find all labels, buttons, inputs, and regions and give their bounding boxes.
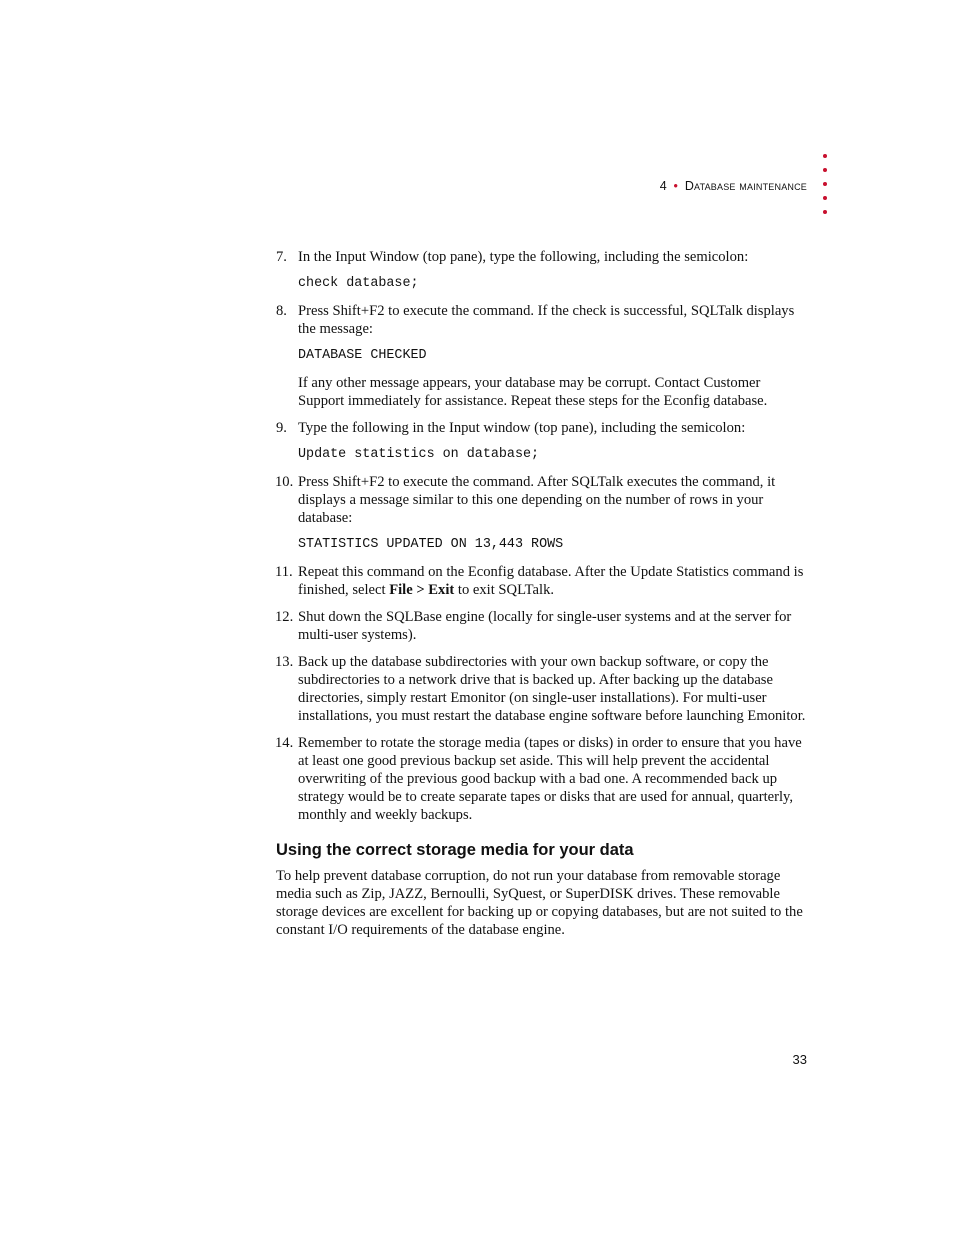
section-paragraph: To help prevent database corruption, do not run your database from removable storage media such as Zip, JAZZ, Bernoulli, SyQuest, or SuperDISK drives. These removable storage devices are excellent for backing up or copying databases, but are not suited to the constant I/O requirements of the database engine. — [276, 868, 803, 938]
step-item — [276, 653, 808, 725]
dot-icon — [823, 196, 827, 200]
margin-dot-decoration — [821, 154, 829, 224]
step-text: Type the following in the Input window (top pane), including the semicolon: — [298, 420, 746, 436]
procedure-steps — [276, 248, 808, 824]
step-text — [298, 563, 808, 599]
step-number: 14. — [275, 735, 294, 751]
dot-icon — [823, 182, 827, 186]
step-item — [276, 734, 808, 824]
step-item — [276, 419, 808, 464]
code-sample: Update statistics on database; — [298, 447, 540, 462]
step-item — [276, 302, 808, 410]
code-sample: STATISTICS UPDATED ON 13,443 ROWS — [298, 537, 564, 552]
step-number: 12. — [275, 609, 294, 625]
step-text: Press Shift+F2 to execute the command. If the check is successful, SQLTalk displays the message: — [298, 303, 795, 337]
step-number: 7. — [276, 249, 287, 265]
step-item — [276, 608, 808, 644]
step-text: Press Shift+F2 to execute the command. After SQLTalk executes the command, it displays a message similar to this one depending on the number of rows in your database: — [298, 474, 776, 526]
step-text: Remember to rotate the storage media (tapes or disks) in order to ensure that you have at least one good previous backup set aside. This will help prevent the accidental overwriting of the previous good backup with a bad one. A recommended back up strategy would be to create separate tapes or disks that are used for annual, quarterly, monthly and weekly backups. — [298, 735, 802, 823]
header-bullet: • — [673, 179, 679, 193]
step-number: 10. — [275, 474, 294, 490]
step-number: 13. — [275, 654, 294, 670]
code-sample: check database; — [298, 276, 419, 291]
step-item — [276, 473, 808, 554]
step-text: Shut down the SQLBase engine (locally for single-user systems and at the server for multi-user systems). — [298, 609, 792, 643]
step-number: 8. — [276, 303, 287, 319]
chapter-title: Database maintenance — [684, 179, 807, 193]
dot-icon — [823, 154, 827, 158]
running-header — [660, 179, 807, 193]
step-number: 11. — [275, 564, 293, 580]
step-number: 9. — [276, 420, 287, 436]
step-text: In the Input Window (top pane), type the following, including the semicolon: — [298, 249, 749, 265]
dot-icon — [823, 210, 827, 214]
page-body — [276, 248, 808, 939]
chapter-number: 4 — [659, 179, 667, 193]
dot-icon — [823, 168, 827, 172]
section-heading: Using the correct storage media for your data — [276, 841, 634, 859]
step-text: Back up the database subdirectories with your own backup software, or copy the subdirectories to a network drive that is backed up. After backing up the database directories, simply restart Emonitor (on single-user installations). For multi-user installations, you must restart the database engine software before launching Emonitor. — [298, 654, 806, 724]
step-item — [276, 248, 808, 293]
step-item — [276, 563, 808, 599]
menu-path: File > Exit — [389, 582, 455, 598]
page-number: 33 — [792, 1052, 807, 1067]
step-followup-text: If any other message appears, your database may be corrupt. Contact Customer Support immediately for assistance. Repeat these steps for the Econfig database. — [298, 375, 768, 409]
code-sample: DATABASE CHECKED — [298, 348, 427, 363]
step-text-after: to exit SQLTalk. — [454, 582, 555, 598]
step-text-before: Repeat this command on the Econfig database. After the Update Statistics command is finished, select — [298, 564, 804, 598]
